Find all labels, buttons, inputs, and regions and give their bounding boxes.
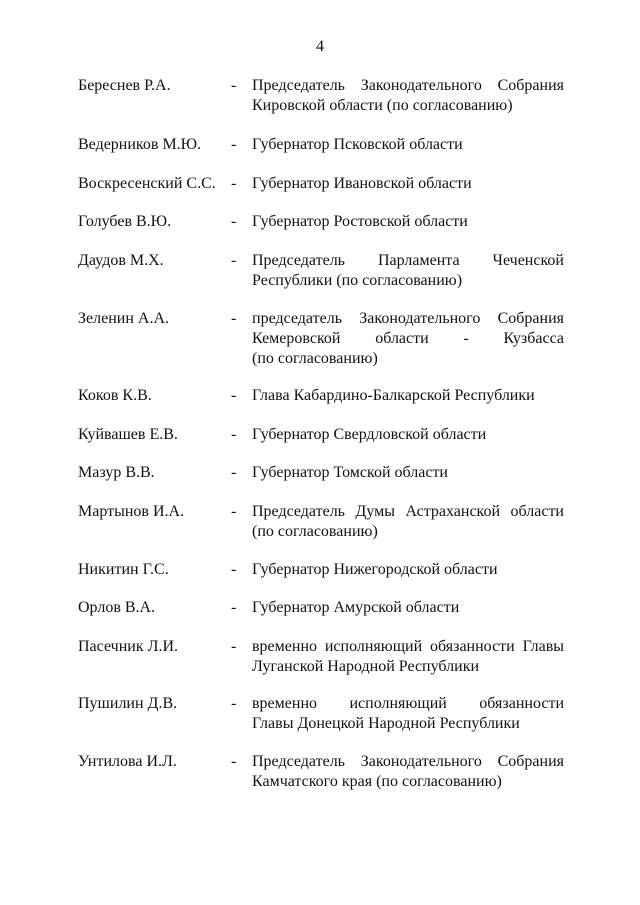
member-position <box>252 752 564 792</box>
position-line: Председатель Парламента Чеченской <box>252 252 564 269</box>
member-name: Никитин Г.С. <box>78 561 169 578</box>
position-line: Председатель Законодательного Собрания <box>252 753 564 770</box>
position-line: Главы Донецкой Народной Республики <box>252 715 520 732</box>
member-position <box>252 309 564 369</box>
position-line: Губернатор Томской области <box>252 464 448 481</box>
member-position <box>252 637 564 677</box>
separator-dash: - <box>231 175 237 192</box>
member-position <box>252 694 564 734</box>
position-line: Губернатор Нижегородской области <box>252 561 498 578</box>
position-line: временно исполняющий обязанности <box>252 695 564 712</box>
member-position <box>252 76 564 116</box>
member-name: Коков К.В. <box>78 387 152 404</box>
separator-dash: - <box>231 638 237 655</box>
separator-dash: - <box>231 310 237 327</box>
member-position <box>252 560 564 580</box>
position-line: председатель Законодательного Собрания <box>252 310 564 327</box>
position-line: Камчатского края (по согласованию) <box>252 773 502 790</box>
separator-dash: - <box>231 77 237 94</box>
member-position <box>252 174 564 194</box>
member-name: Мазур В.В. <box>78 464 155 481</box>
member-position <box>252 386 564 406</box>
position-line: Кемеровской области - Кузбасса <box>252 330 564 347</box>
member-name: Мартынов И.А. <box>78 503 185 520</box>
position-line: Кировской области (по согласованию) <box>252 97 513 114</box>
separator-dash: - <box>231 695 237 712</box>
separator-dash: - <box>231 599 237 616</box>
separator-dash: - <box>231 426 237 443</box>
member-name: Орлов В.А. <box>78 599 156 616</box>
position-line: Губернатор Ивановской области <box>252 175 472 192</box>
separator-dash: - <box>231 503 237 520</box>
separator-dash: - <box>231 252 237 269</box>
position-line: Губернатор Ростовской области <box>252 213 468 230</box>
position-line: Луганской Народной Республики <box>252 658 480 675</box>
member-name: Береснев Р.А. <box>78 77 171 94</box>
member-name: Куйвашев Е.В. <box>78 426 178 443</box>
member-position <box>252 463 564 483</box>
separator-dash: - <box>231 561 237 578</box>
member-position <box>252 251 564 291</box>
member-position <box>252 502 564 542</box>
separator-dash: - <box>231 464 237 481</box>
position-line: Губернатор Псковской области <box>252 136 463 153</box>
member-name: Пушилин Д.В. <box>78 695 178 712</box>
member-position <box>252 135 564 155</box>
position-line: Республики (по согласованию) <box>252 272 463 289</box>
member-name: Ведерников М.Ю. <box>78 136 202 153</box>
position-line: Губернатор Свердловской области <box>252 426 487 443</box>
member-name: Воскресенский С.С. <box>78 175 216 192</box>
member-position <box>252 212 564 232</box>
member-name: Унтилова И.Л. <box>78 753 177 770</box>
page-number: 4 <box>316 38 324 55</box>
position-line: Председатель Законодательного Собрания <box>252 77 564 94</box>
position-line: (по согласованию) <box>252 350 378 367</box>
member-name: Пасечник Л.И. <box>78 638 179 655</box>
separator-dash: - <box>231 213 237 230</box>
position-line: Губернатор Амурской области <box>252 599 460 616</box>
separator-dash: - <box>231 387 237 404</box>
member-name: Даудов М.Х. <box>78 252 164 269</box>
separator-dash: - <box>231 136 237 153</box>
member-name: Зеленин А.А. <box>78 310 169 327</box>
position-line: Председатель Думы Астраханской области <box>252 503 564 520</box>
position-line: временно исполняющий обязанности Главы <box>252 638 564 655</box>
position-line: (по согласованию) <box>252 523 378 540</box>
member-position <box>252 425 564 445</box>
position-line: Глава Кабардино-Балкарской Республики <box>252 387 535 404</box>
member-name: Голубев В.Ю. <box>78 213 172 230</box>
separator-dash: - <box>231 753 237 770</box>
member-position <box>252 598 564 618</box>
